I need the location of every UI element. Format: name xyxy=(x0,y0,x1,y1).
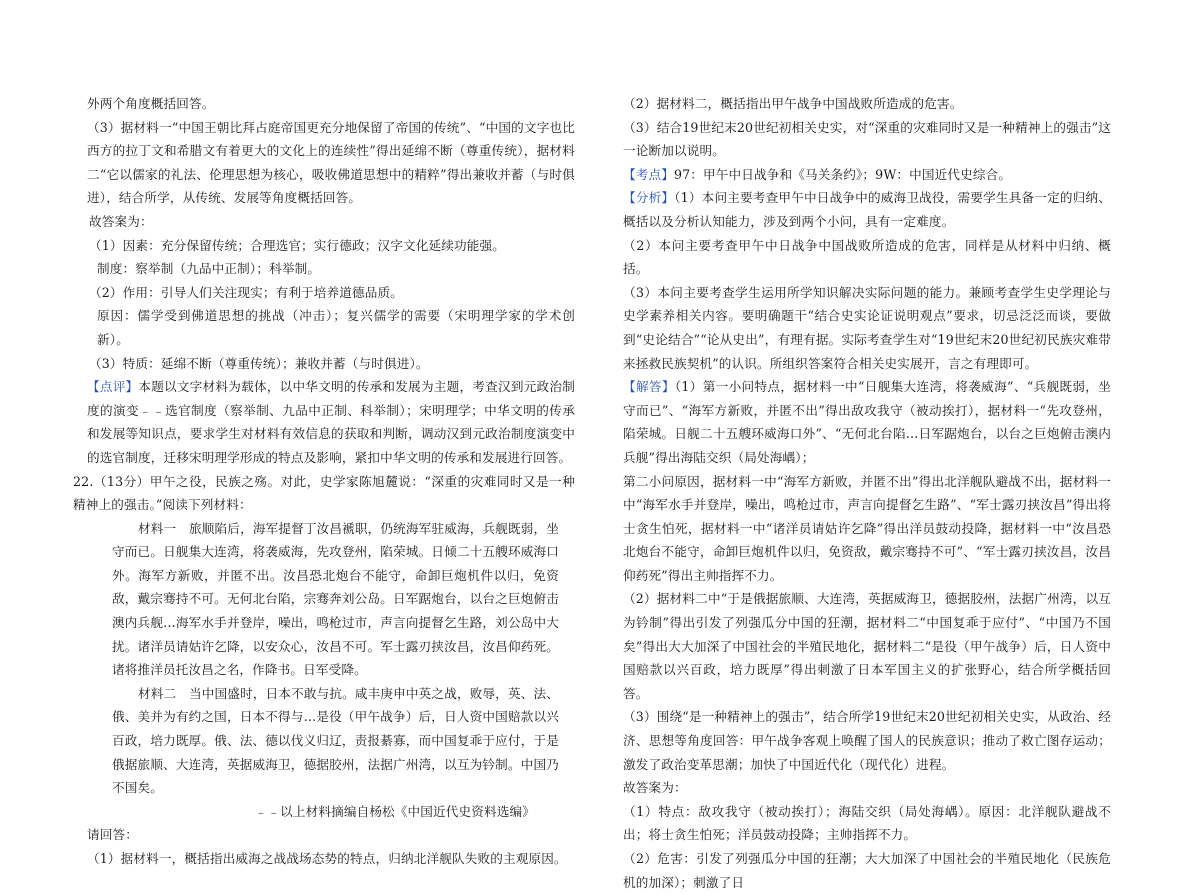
sub-question-2: （2）据材料二，概括指出甲午战争中国战败所造成的危害。 xyxy=(623,96,963,111)
answer-heading: 故答案为： xyxy=(623,780,687,796)
answer-item: （1）特点：敌攻我守（被动挨打）；海陆交织（局处海嵎）。原因：北洋舰队避战不出；将士贪生怕死；洋员鼓动投降；主帅指挥不力。 xyxy=(623,803,1111,843)
answer-item: （3）特质：延绵不断（尊重传统）；兼收并蓄（与时俱进）。 xyxy=(89,355,429,371)
comment-text: 本题以文字材料为载体，以中华文明的传承和发展为主题，考查汉到元政治制度的演变﹣﹣选官制度（察举制、九品中正制、科举制）；宋明理学；中华文明的传承和发展等知识点，要求学生对材料有效信息的获取和判断，调动汉到元政治制度演变中的选官制度，迁移宋明理学形成的特点及影响，紧扣中华文明的传承和发展进行回答。 xyxy=(87,379,575,465)
sub-question-3: （3）结合19世纪末20世纪初相关史实，对“深重的灾难同时又是一种精神上的强击”这一论断加以说明。 xyxy=(623,119,1111,159)
answer-item: （1）因素：充分保留传统；合理选官；实行德政；汉字文化延续功能强。 xyxy=(89,237,505,253)
analysis-text: （3）本问主要考查学生运用所学知识解决实际问题的能力。兼顾考查学生史学理论与史学素养相关内容。要明确题干“结合史实论证说明观点”要求，切忌泛泛而谈，要做到“史论结合”“论从史出”，有理有据。实际考查学生对“19世纪末20世纪初民族灾难带来拯救民族契机”的认识。所组织答案符合相关史实展开，言之有理即可。 xyxy=(623,284,1111,371)
question-22: 22.（13分）甲午之役，民族之殇。对此，史学家陈旭麓说：“深重的灾难同时又是一种精神上的强击。”阅读下列材料： xyxy=(73,473,575,513)
right-column xyxy=(623,92,1111,890)
analysis-tag: 【分析】 xyxy=(623,190,675,206)
left-column xyxy=(73,92,575,866)
material-source: ﹣﹣以上材料摘编自杨松《中国近代史资料选编》 xyxy=(254,803,535,819)
answer-heading: 故答案为： xyxy=(89,213,153,229)
answer-text: （3）据材料一“中国王朝比拜占庭帝国更充分地保留了帝国的传统”、“中国的文字也比西方的拉丁文和希腊文有着更大的文化上的连续性”得出延绵不断（尊重传统），据材料二“它以儒家的礼法、伦理思想为核心，吸收佛道思想中的精粹”得出兼收并蓄（与时俱进），结合所学，从传统、发展等角度概括回答。 xyxy=(87,119,575,206)
question-prompt: 请回答： xyxy=(87,827,138,843)
answer-item: （2）作用：引导人们关注现实；有利于培养道德品质。 xyxy=(89,284,404,300)
analysis-text: （1）本问主要考查甲午中日战争中的威海卫战役，需要学生具备一定的归纳、概括以及分析认知能力，涉及到两个小问，具有一定难度。 xyxy=(623,190,1111,229)
solution-text: （3）围绕“是一种精神上的强击”，结合所学19世纪末20世纪初相关史实，从政治、经济、思想等角度回答：甲午战争客观上唤醒了国人的民族意识；推动了救亡图存运动；激发了政治变革思潮；加快了中国近代化（现代化）进程。 xyxy=(623,709,1111,772)
analysis-text: （2）本问主要考查甲午中日战争中国战败所造成的危害，同样是从材料中归纳、概括。 xyxy=(623,237,1111,277)
knowledge-point-block xyxy=(623,163,1111,187)
solution-text: 第二小问原因，据材料一中“海军方新败，并匿不出”得出北洋舰队避战不出，据材料一中“海军水手并登岸，噪出，鸣枪过市，声言向提督乞生路”、“军士露刃挟汝昌”得出将士贪生怕死，据材料一中“诸洋员请姑许乞降”得出洋员鼓动投降，据材料一中“汝昌恐北炮台不能守，命卸巨炮机件以归，免资敌，戴宗骞持不可”、“军士露刃挟汝昌，汝昌仰药死”得出主帅指挥不力。 xyxy=(623,473,1111,583)
solution-block xyxy=(623,375,1111,469)
solution-text: （1）第一小问特点，据材料一中“日舰集大连湾，将袭威海”、“兵舰既弱，坐守而已”、“海军方新败，并匿不出”得出敌攻我守（被动挨打），据材料一“先攻登州，陷荣城。日舰二十五艘环威海口外”、“无何北台陷…日军踞炮台，以台之巨炮俯击澳内兵舰”得出海陆交织（局处海嵎）； xyxy=(623,379,1111,465)
sub-question-1: （1）据材料一，概括指出威海之战战场态势的特点，归纳北洋舰队失败的主观原因。 xyxy=(87,851,567,866)
knowledge-point-tag: 【考点】 xyxy=(623,166,674,182)
material-one: 材料一 旅顺陷后，海军提督丁汝昌褫职，仍统海军驻威海，兵舰既弱，坐守而已。日舰集大连湾，将袭威海，先攻登州，陷荣城。日倾二十五艘环威海口外。海军方新败，并匿不出。汝昌恐北炮台不能守，命卸巨炮机件以归，免资敌，戴宗骞持不可。无何北台陷，宗骞奔刘公岛。日军踞炮台，以台之巨炮俯击澳内兵舰…海军水手并登岸，噪出，鸣枪过市，声言向提督乞生路，刘公岛中大扰。诸洋员请姑许乞降，以安众心，汝昌不可。军士露刃挟汝昌，汝昌仰药死。诸将推洋员托汝昌之名，作降书。日军受降。 xyxy=(112,520,559,678)
answer-item: （2）危害：引发了列强瓜分中国的狂潮；大大加深了中国社会的半殖民地化（民族危机的加深）；刺激了日 xyxy=(623,851,1111,890)
comment-block xyxy=(87,375,575,469)
answer-item: 原因：儒学受到佛道思想的挑战（冲击）；复兴儒学的需要（宋明理学家的学术创新）。 xyxy=(97,308,575,347)
material-two: 材料二 当中国盛时，日本不敢与抗。咸丰庚申中英之战，败辱，英、法、俄、美并为有约之国，日本不得与…是役（甲午战争）后，日人资中国赔款以兴百政，培力既厚。俄、法、德以伐义归辽，责报綦寡，而中国复乖于应付，于是俄据旅顺、大连湾，英据威海卫，德据胶州，法据广州湾，以互为钤制。中国乃不国矣。 xyxy=(112,685,559,796)
comment-tag: 【点评】 xyxy=(87,379,139,395)
answer-text: 外两个角度概括回答。 xyxy=(87,96,215,111)
solution-tag: 【解答】 xyxy=(623,379,675,395)
analysis-block xyxy=(623,186,1111,233)
knowledge-point-text: 97：甲午中日战争和《马关条约》；9W：中国近代史综合。 xyxy=(673,166,1012,182)
answer-item: 制度：察举制（九品中正制）；科举制。 xyxy=(97,261,321,277)
solution-text: （2）据材料二中“于是俄据旅顺、大连湾，英据威海卫，德据胶州，法据广州湾，以互为钤制”得出引发了列强瓜分中国的狂潮，据材料二“中国复乖于应付”、“中国乃不国矣”得出大大加深了中国社会的半殖民地化，据材料二“是役（甲午战争）后，日人资中国赔款以兴百政，培力既厚”得出刺激了日本军国主义的扩张野心，结合所学概括回答。 xyxy=(623,591,1111,701)
